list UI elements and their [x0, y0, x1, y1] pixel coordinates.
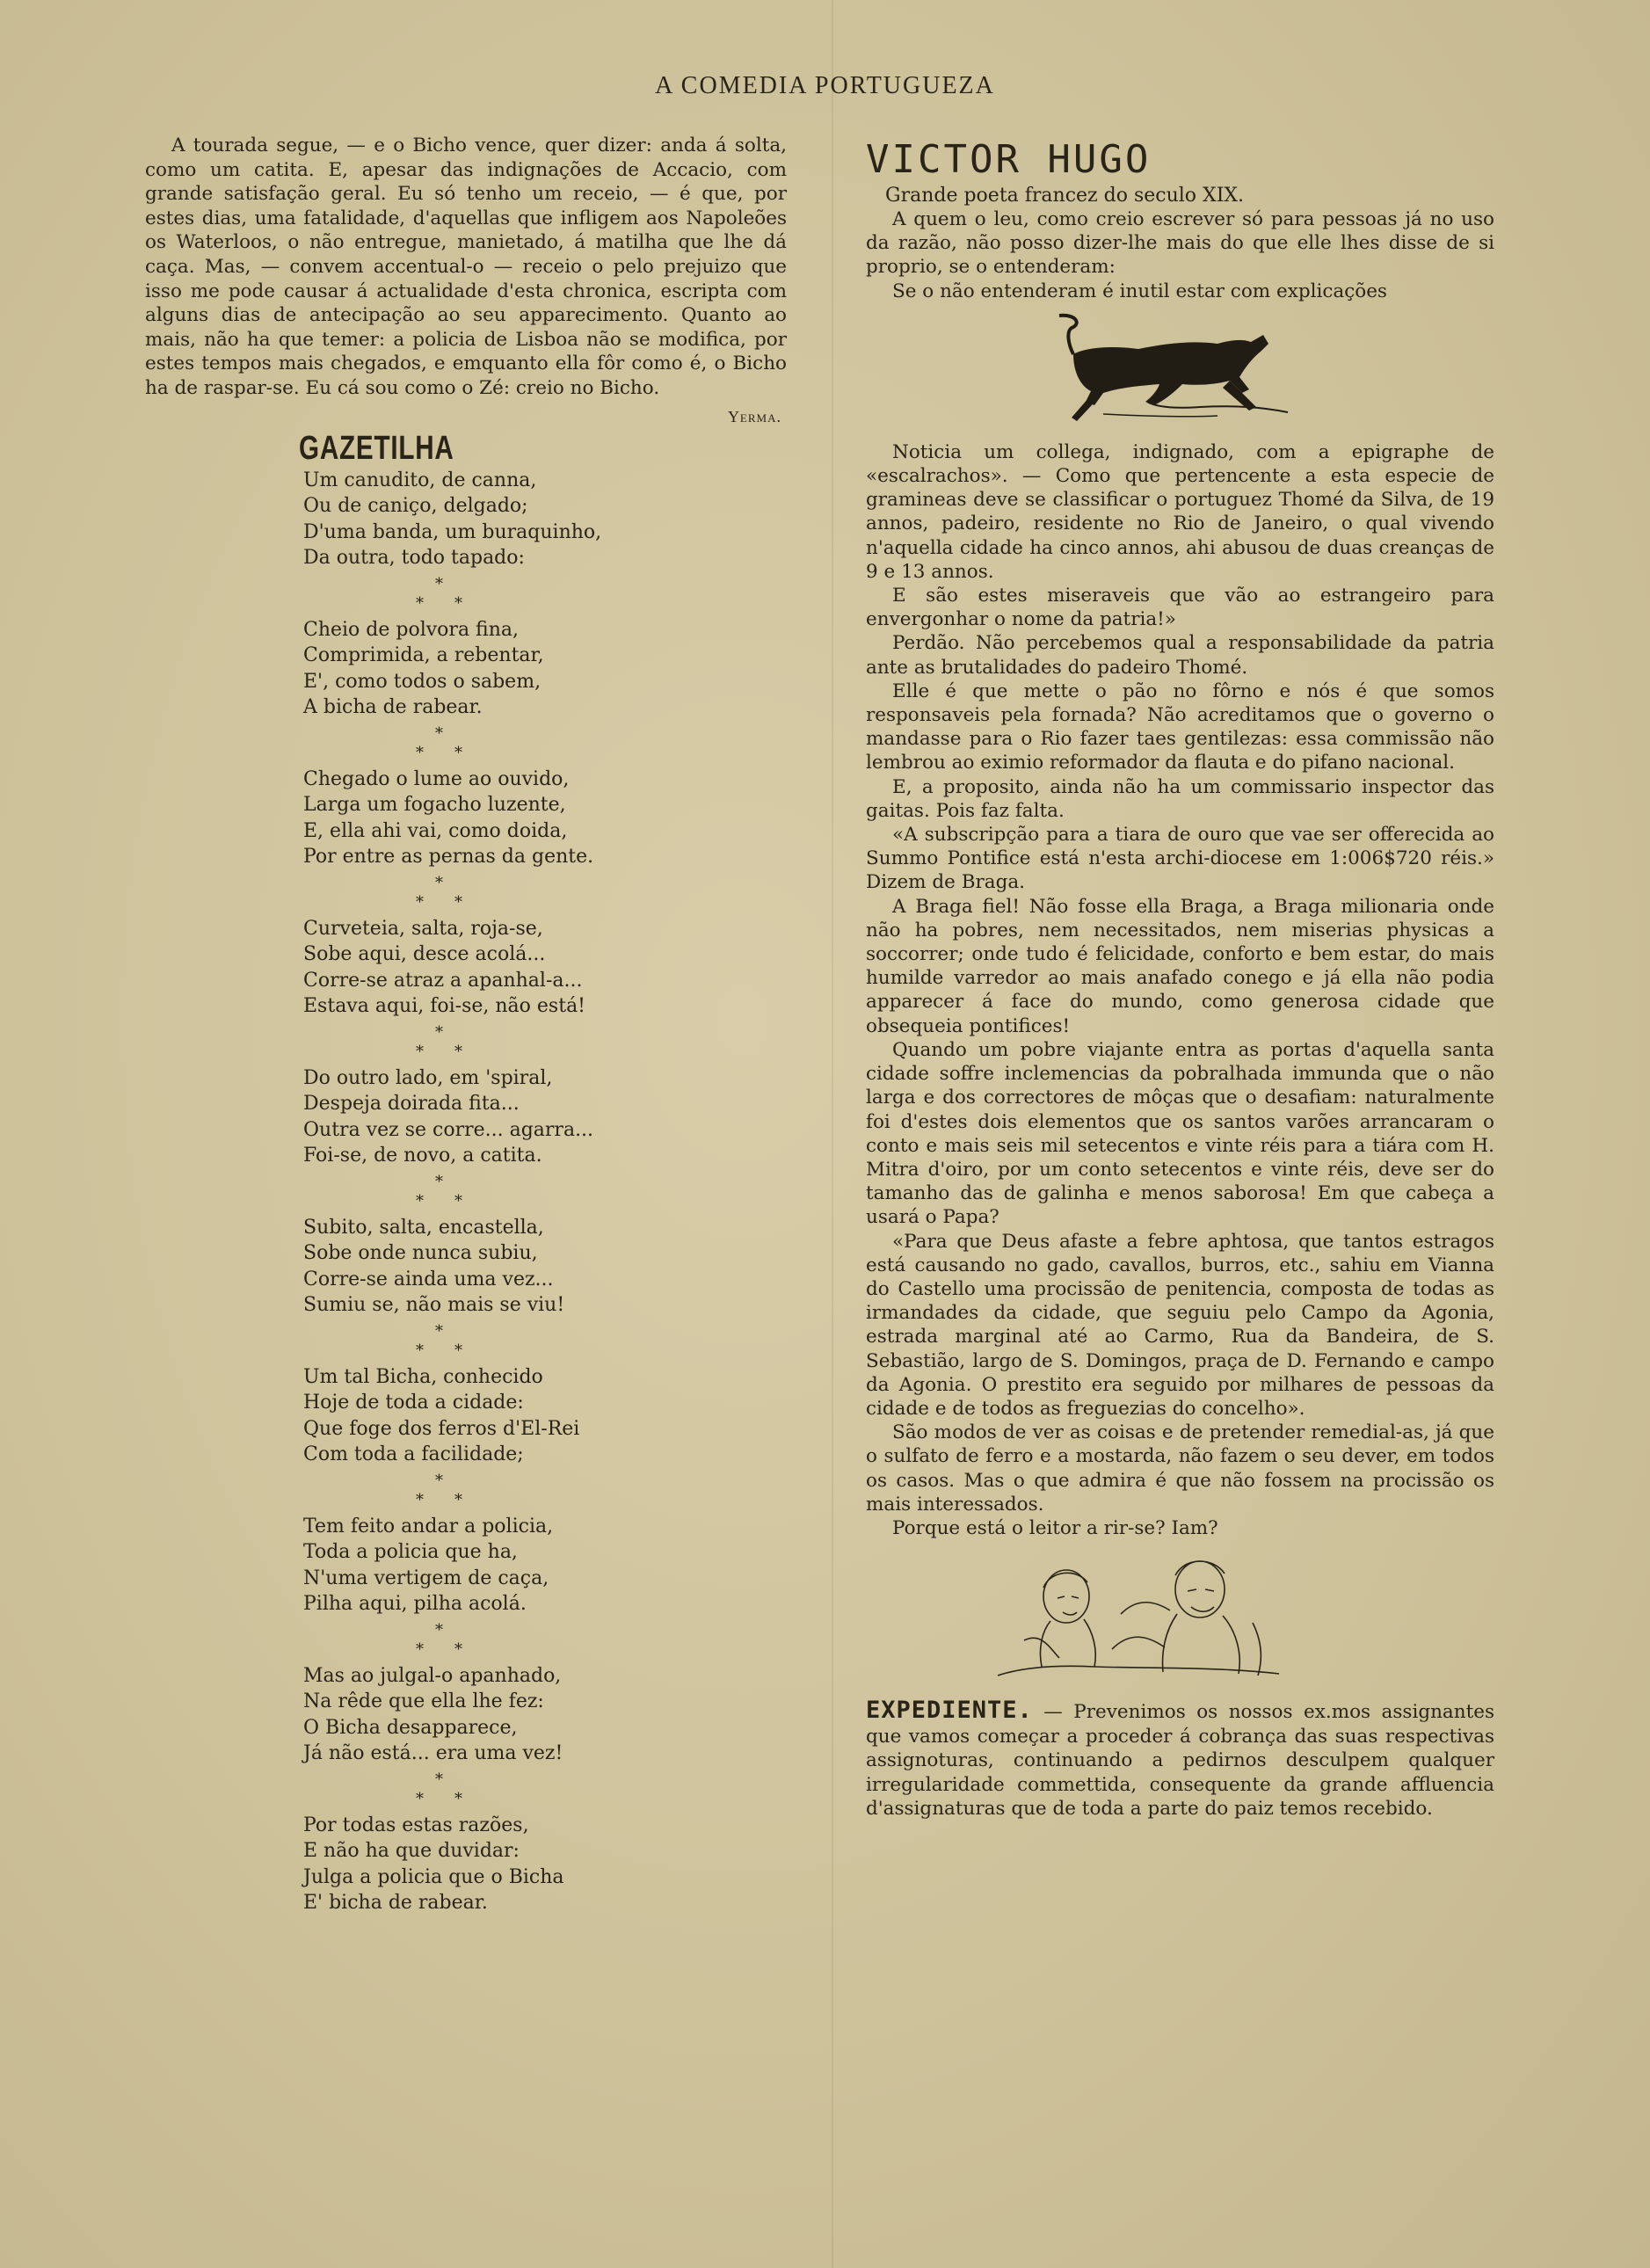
- poem-line: Julga a policia que o Bicha: [303, 1865, 564, 1888]
- separator-star: *: [454, 1789, 462, 1808]
- separator-star: *: [435, 1022, 443, 1042]
- hugo-paragraph: Se o não entenderam é inutil estar com explicações: [892, 280, 1387, 302]
- running-dog-illustration: [1042, 309, 1305, 440]
- article-paragraph: Porque está o leitor a rir-se? Iam?: [892, 1516, 1218, 1539]
- poem-line: Corre-se atraz a apanhal-a...: [303, 969, 583, 992]
- stanza-separator: [303, 1767, 787, 1813]
- poem-line: D'uma banda, um buraquinho,: [303, 520, 602, 543]
- separator-star: *: [454, 1639, 462, 1659]
- article-paragraph: Quando um pobre viajante entra as portas d'aquella santa cidade soffre inclemencias da pobralhada immunda que o não larga e dos correctores de môças que o desafiam: naturalmente foi d'estes dois elementos que os santos varões arrancaram o conto e mais seis mil setecentos e vinte réis para a tiára com H. Mitra d'oiro, por um conto setecentos e vinte réis, deve ser do tamanho das de galinha e menos saborosa! Em que cabeça a usará o Papa?: [866, 1038, 1494, 1229]
- poem-line: Sobe onde nunca subiu,: [303, 1242, 538, 1265]
- poem-line: N'uma vertigem de caça,: [303, 1567, 549, 1589]
- caricature-sketch: [989, 1544, 1288, 1693]
- poem-line: E, ella ahi vai, como doida,: [303, 819, 568, 842]
- separator-star: *: [435, 1172, 443, 1191]
- poem-line: Da outra, todo tapado:: [303, 547, 525, 570]
- poem-line: Hoje de toda a cidade:: [303, 1392, 524, 1414]
- poem-line: Despeja doirada fita...: [303, 1093, 520, 1116]
- poem-line: E' bicha de rabear.: [303, 1892, 488, 1915]
- victor-hugo-text: [866, 207, 1494, 303]
- separator-star: *: [435, 1620, 443, 1639]
- separator-star: *: [435, 574, 443, 593]
- separator-star: *: [416, 593, 424, 613]
- article-paragraph: E, a proposito, ainda não ha um commissario inspector das gaitas. Pois faz falta.: [866, 775, 1494, 822]
- poem-line: Chegado o lume ao ouvido,: [303, 767, 570, 790]
- article-paragraph: A Braga fiel! Não fosse ella Braga, a Braga milionaria onde não ha pobres, nem necessitados, nem miserias physicas a soccorrer; onde tudo é felicidade, conforto e bem estar, do mais humilde varredor ao mais anafado conego e já ella não podia apparecer á face do mundo, como generosa cidade que obsequeia pontifices!: [866, 895, 1494, 1037]
- poem-line: Do outro lado, em 'spiral,: [303, 1066, 553, 1089]
- separator-star: *: [454, 1042, 462, 1061]
- separator-star: *: [454, 1191, 462, 1210]
- victor-hugo-heading: VICTOR HUGO: [866, 137, 1152, 182]
- poem-line: Sumiu se, não mais se viu!: [303, 1294, 565, 1317]
- poem-stanza: [303, 1215, 787, 1319]
- stanza-separator: [303, 870, 787, 916]
- poem-stanza: [303, 767, 787, 870]
- poem-line: Corre-se ainda uma vez...: [303, 1268, 554, 1290]
- left-column: [145, 134, 787, 1916]
- separator-star: *: [416, 743, 424, 762]
- article-paragraph: E são estes miseraveis que vão ao estrangeiro para envergonhar o nome da patria!»: [866, 585, 1494, 631]
- separator-star: *: [416, 1789, 424, 1808]
- separator-star: *: [416, 1490, 424, 1509]
- stanza-separator: [303, 1468, 787, 1514]
- article-paragraph: «A subscripção para a tiara de ouro que vae ser offerecida ao Summo Pontifice está n'esta archi-diocese em 1:006$720 réis.» Dizem de Braga.: [866, 824, 1494, 894]
- poem-line: Outra vez se corre... agarra...: [303, 1118, 594, 1141]
- poem-title: GAZETILHA: [299, 429, 454, 467]
- separator-star: *: [416, 1341, 424, 1360]
- poem-line: Toda a policia que ha,: [303, 1541, 518, 1564]
- poem-line: Um tal Bicha, conhecido: [303, 1365, 543, 1388]
- separator-star: *: [454, 1341, 462, 1360]
- poem-line: Por entre as pernas da gente.: [303, 846, 594, 869]
- author-signature: Yerma.: [727, 407, 781, 425]
- poem-line: E', como todos o sabem,: [303, 670, 542, 693]
- stanza-separator: [303, 571, 787, 617]
- separator-star: *: [454, 892, 462, 912]
- running-head: A COMEDIA PORTUGUEZA: [655, 72, 995, 99]
- poem-line: Tem feito andar a policia,: [303, 1515, 554, 1537]
- poem-line: Com toda a facilidade;: [303, 1443, 524, 1466]
- poem-stanza: [303, 1813, 787, 1916]
- expediente-notice: [866, 1698, 1494, 1821]
- stanza-separator: [303, 721, 787, 767]
- poem-line: Comprimida, a rebentar,: [303, 644, 544, 667]
- poem-stanza: [303, 1514, 787, 1617]
- poem-line: Ou de caniço, delgado;: [303, 495, 528, 518]
- expediente-text: — Prevenimos os nossos ex.mos assignantes que vamos começar a proceder á cobrança das suas respectivas assignoturas, continuando a pedirnos desculpem qualquer irregularidade commettida, consequente da grande affluencia d'assignaturas que de toda a parte do paiz temos recebido.: [866, 1701, 1494, 1821]
- poem-stanza: [303, 916, 787, 1020]
- article-paragraph: Perdão. Não percebemos qual a responsabilidade da patria ante as brutalidades do padeiro Thomé.: [866, 632, 1494, 679]
- separator-star: *: [435, 873, 443, 892]
- article-paragraph: Elle é que mette o pão no fôrno e nós é que somos responsaveis pela fornada? Não acreditamos que o governo o mandasse para o Rio fazer taes gentilezas: essa commissão não lembrou ao eximio reformador da flauta e do pifano nacional.: [866, 680, 1494, 774]
- poem-line: Um canudito, de canna,: [303, 469, 537, 491]
- poem-line: Que foge dos ferros d'El-Rei: [303, 1417, 580, 1440]
- separator-star: *: [416, 1639, 424, 1659]
- right-column: [866, 137, 1494, 1821]
- poem-line: Estava aqui, foi-se, não está!: [303, 995, 586, 1018]
- poem-stanza: [303, 1065, 787, 1169]
- poem-line: Foi-se, de novo, a catita.: [303, 1145, 542, 1167]
- separator-star: *: [435, 723, 443, 743]
- page-fold: [832, 0, 833, 2268]
- separator-star: *: [435, 1471, 443, 1490]
- poem-stanza: [303, 1364, 787, 1468]
- poem-line: O Bicha desapparece,: [303, 1716, 518, 1739]
- poem-line: Sobe aqui, desce acolá...: [303, 943, 546, 966]
- chronicle-paragraph: A tourada segue, — e o Bicho vence, quer dizer: anda á solta, como um catita. E, apesar das indignações de Accacio, com grande satisfação geral. Eu só tenho um receio, — é que, por estes dias, uma fatalidade, d'aquellas que infligem aos Napoleões os Waterloos, o não entregue, manietado, á matilha que lhe dá caça. Mas, — convem accentual-o — receio o pelo prejuizo que isso me pode causar á actualidade d'esta chronica, escripta com alguns dias de antecipação ao seu apparecimento. Quanto ao mais, não ha que temer: a policia de Lisboa não se modifica, por estes tempos mais chegados, e emquanto ella fôr como é, o Bicho ha de raspar-se. Eu cá sou como o Zé: creio no Bicho.: [145, 134, 787, 399]
- stanza-separator: [303, 1020, 787, 1065]
- poem-line: Larga um fogacho luzente,: [303, 794, 566, 817]
- stanza-separator: [303, 1319, 787, 1364]
- separator-star: *: [435, 1321, 443, 1341]
- poem-line: Na rêde que ella lhe fez:: [303, 1690, 544, 1713]
- article-paragraph: «Para que Deus afaste a febre aphtosa, que tantos estragos está causando no gado, cavallos, burros, etc., sahiu em Vianna do Castello uma procissão de penitencia, composta de todas as irmandades da cidade, que seguiu pelo Campo da Agonia, estrada marginal até ao Carmo, Rua da Bandeira, de S. Sebastião, largo de S. Domingos, praça de D. Fernando e campo da Agonia. O prestito era seguido por milhares de pessoas da cidade e de todos as freguezias do concelho».: [866, 1230, 1494, 1420]
- separator-star: *: [454, 743, 462, 762]
- poem-line: Subito, salta, encastella,: [303, 1216, 544, 1239]
- poem-line: A bicha de rabear.: [303, 696, 483, 719]
- gazetilha-poem: [303, 468, 787, 1916]
- poem-stanza: [303, 617, 787, 721]
- stanza-separator: [303, 1617, 787, 1663]
- victor-hugo-subtitle: Grande poeta francez do seculo XIX.: [885, 185, 1245, 207]
- right-article-text: [866, 440, 1494, 1540]
- separator-star: *: [416, 1191, 424, 1210]
- separator-star: *: [416, 1042, 424, 1061]
- poem-line: Já não está... era uma vez!: [303, 1742, 563, 1765]
- separator-star: *: [454, 593, 462, 613]
- article-paragraph: São modos de ver as coisas e de pretender remedial-as, já que o sulfato de ferro e a mostarda, não fazem o seu dever, em todos os casos. Mas o que admira é que não fossem na procissão os mais interessados.: [866, 1421, 1494, 1516]
- poem-stanza: [303, 468, 787, 571]
- hugo-paragraph: A quem o leu, como creio escrever só para pessoas já no uso da razão, não posso dizer-lhe mais do que elle lhes disse de si proprio, se o entenderam:: [866, 208, 1494, 279]
- poem-line: E não ha que duvidar:: [303, 1840, 520, 1863]
- poem-line: Mas ao julgal-o apanhado,: [303, 1664, 562, 1687]
- stanza-separator: [303, 1169, 787, 1215]
- separator-star: *: [454, 1490, 462, 1509]
- separator-star: *: [435, 1770, 443, 1789]
- poem-line: Curveteia, salta, roja-se,: [303, 917, 543, 940]
- article-paragraph: Noticia um collega, indignado, com a epigraphe de «escalrachos». — Como que pertencente a esta especie de gramineas deve se classificar o portuguez Thomé da Silva, de 19 annos, padeiro, residente no Rio de Janeiro, o qual vivendo n'aquella cidade ha cinco annos, ahi abusou de duas creanças de 9 e 13 annos.: [866, 440, 1494, 583]
- poem-line: Cheio de polvora fina,: [303, 618, 520, 641]
- poem-line: Por todas estas razões,: [303, 1814, 529, 1836]
- poem-stanza: [303, 1663, 787, 1767]
- poem-line: Pilha aqui, pilha acolá.: [303, 1593, 527, 1616]
- separator-star: *: [416, 892, 424, 912]
- expediente-label: EXPEDIENTE.: [866, 1697, 1033, 1725]
